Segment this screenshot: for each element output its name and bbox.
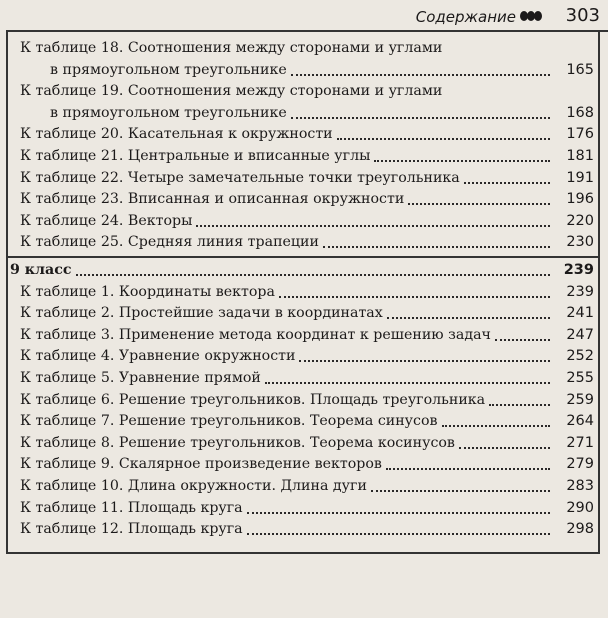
leader-dots	[459, 447, 550, 449]
leader-dots	[374, 160, 550, 162]
entry-page-number: 230	[566, 234, 594, 251]
toc-entry	[8, 454, 598, 475]
toc-entry-continuation	[8, 103, 598, 124]
entry-page-number: 259	[566, 391, 594, 408]
toc-entry	[8, 232, 598, 253]
toc-entry	[8, 38, 598, 59]
leader-dots	[323, 246, 550, 248]
entry-label: К таблице 11. Площадь круга	[20, 499, 243, 516]
leader-dots	[337, 138, 550, 140]
entry-page-number: 252	[566, 348, 594, 365]
toc-entry	[8, 411, 598, 432]
toc-entry	[8, 433, 598, 454]
entry-page-number: 220	[566, 212, 594, 229]
toc-entry	[8, 168, 598, 189]
toc-entry	[8, 81, 598, 102]
entry-label: К таблице 23. Вписанная и описанная окружности	[20, 191, 405, 208]
entry-label: 9 класс	[10, 262, 72, 278]
entry-label: К таблице 25. Средняя линия трапеции	[20, 234, 319, 251]
entry-label: К таблице 4. Уравнение окружности	[20, 348, 296, 365]
entry-label: К таблице 3. Применение метода координат к решению задач	[20, 326, 491, 343]
leader-dots	[371, 490, 550, 492]
toc-entry	[8, 303, 598, 324]
entry-label: К таблице 22. Четыре замечательные точки треугольника	[20, 169, 460, 186]
entry-page-number: 181	[566, 148, 594, 164]
entry-label: К таблице 19. Соотношения между сторонами и углами	[20, 83, 443, 100]
entry-page-number: 196	[566, 191, 594, 208]
leader-dots	[489, 404, 550, 406]
entry-label: К таблице 10. Длина окружности. Длина дуги	[20, 478, 367, 494]
leader-dots	[299, 360, 550, 362]
entry-page-number: 241	[566, 305, 594, 322]
leader-dots	[387, 317, 550, 319]
section-divider	[8, 256, 598, 258]
entry-label: К таблице 5. Уравнение прямой	[20, 370, 261, 386]
entry-label: К таблице 2. Простейшие задачи в координатах	[20, 305, 383, 322]
toc-entry-continuation	[8, 60, 598, 81]
entry-page-number: 247	[566, 326, 594, 343]
toc-frame	[6, 32, 600, 554]
toc-entry	[8, 519, 598, 540]
entry-page-number: 271	[566, 434, 594, 451]
entry-page-number: 298	[566, 521, 594, 538]
entry-page-number: 165	[566, 61, 594, 78]
leader-dots	[291, 74, 550, 76]
entry-label: в прямоугольном треугольнике	[50, 61, 287, 78]
entry-page-number: 168	[566, 104, 594, 121]
entry-label: К таблице 24. Векторы	[20, 212, 193, 229]
entry-label: К таблице 18. Соотношения между сторонами и углами	[20, 40, 443, 56]
toc-entry	[8, 390, 598, 411]
running-title: Содержание	[415, 8, 516, 26]
leader-dots	[247, 512, 550, 514]
toc-entry	[8, 325, 598, 346]
entry-page-number: 290	[566, 499, 594, 516]
leader-dots	[76, 274, 550, 276]
leader-dots	[464, 182, 550, 184]
entry-page-number: 264	[566, 413, 594, 430]
toc-entry	[8, 476, 598, 497]
leader-dots	[291, 117, 550, 119]
leader-dots	[408, 203, 550, 205]
entry-label: К таблице 1. Координаты вектора	[20, 283, 275, 300]
leader-dots	[196, 225, 550, 227]
entry-label: К таблице 21. Центральные и вписанные углы	[20, 148, 371, 164]
entry-page-number: 283	[566, 478, 594, 494]
entry-label: К таблице 20. Касательная к окружности	[20, 126, 333, 143]
entry-label: К таблице 12. Площадь круга	[20, 521, 243, 538]
entry-page-number: 279	[566, 456, 594, 473]
entry-label: К таблице 9. Скалярное произведение векторов	[20, 456, 382, 473]
entry-page-number: 255	[566, 370, 594, 386]
entry-page-number: 176	[566, 126, 594, 143]
leader-dots	[279, 296, 550, 298]
entry-page-number: 191	[566, 169, 594, 186]
toc-entry	[8, 282, 598, 303]
entry-label: К таблице 7. Решение треугольников. Теорема синусов	[20, 413, 438, 430]
toc-entry	[8, 346, 598, 367]
toc-entry	[8, 368, 598, 389]
leader-dots	[386, 468, 550, 470]
toc-entry	[8, 211, 598, 232]
page-header	[0, 0, 608, 30]
toc-entry	[8, 146, 598, 167]
entry-label: К таблице 8. Решение треугольников. Теорема косинусов	[20, 434, 455, 451]
toc-section-heading	[8, 260, 598, 281]
ornament-dots-icon	[520, 11, 542, 21]
toc-entry	[8, 189, 598, 210]
toc-entry	[8, 498, 598, 519]
leader-dots	[265, 382, 550, 384]
toc-entry	[8, 124, 598, 145]
entry-label: К таблице 6. Решение треугольников. Площадь треугольника	[20, 391, 486, 408]
entry-page-number: 239	[566, 283, 594, 300]
leader-dots	[247, 533, 550, 535]
entry-label: в прямоугольном треугольнике	[50, 104, 287, 121]
leader-dots	[442, 425, 550, 427]
entry-page-number: 239	[563, 262, 594, 278]
page-number: 303	[565, 5, 600, 26]
leader-dots	[495, 339, 550, 341]
